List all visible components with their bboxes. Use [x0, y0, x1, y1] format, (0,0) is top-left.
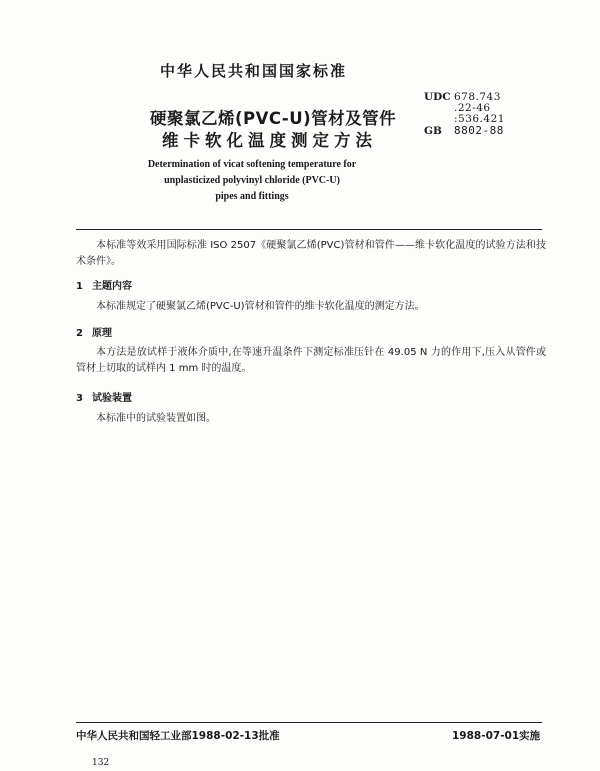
footer-divider: [76, 722, 542, 723]
section-2-text: 本方法是放试样于液体介质中,在等速升温条件下测定标准压针在 49.05 N 力的作用下,压入从管件或管材上切取的试样内 1 mm 时的温度。: [76, 347, 546, 374]
section-3-title: 试验装置: [92, 393, 132, 404]
gb-label: GB: [424, 125, 442, 137]
section-3-number: 3: [76, 393, 83, 404]
english-title-line1: Determination of vicat softening temperature for: [147, 159, 357, 170]
english-title-line2: unplasticized polyvinyl chloride (PVC-U): [164, 175, 340, 186]
section-1-number: 1: [76, 281, 83, 292]
udc-code-line3: :536.421: [454, 113, 505, 125]
section-2-heading: [76, 324, 112, 339]
title-cn-line2: 维卡软化温度测定方法: [162, 131, 377, 150]
section-2-title: 原理: [92, 328, 112, 339]
title-cn-line1: 硬聚氯乙烯(PVC-U)管材及管件: [150, 109, 397, 128]
intro-paragraph: 本标准等效采用国际标准 ISO 2507《硬聚氯乙烯(PVC)管材和管件——维卡软化温度的试验方法和技术条件》。: [76, 240, 546, 267]
approval-statement: 中华人民共和国轻工业部1988-02-13批准: [76, 730, 280, 742]
gb-code: 8802-88: [454, 124, 504, 137]
section-3-heading: [76, 389, 132, 404]
section-2-number: 2: [76, 328, 83, 339]
header-divider: [76, 229, 542, 230]
english-title-line3: pipes and fittings: [215, 191, 289, 202]
section-3-text: 本标准中的试验装置如图。: [96, 413, 216, 424]
udc-label: UDC: [424, 91, 451, 103]
gb-code-row: [424, 125, 505, 137]
section-1-text: 本标准规定了硬聚氯乙烯(PVC-U)管材和管件的维卡软化温度的测定方法。: [96, 301, 425, 312]
udc-code-line1: 678.743: [454, 91, 501, 103]
section-1-heading: [76, 277, 132, 292]
national-standard-header: 中华人民共和国国家标准: [160, 62, 348, 80]
effective-date: 1988-07-01实施: [452, 730, 541, 742]
udc-code-line2: .22-46: [454, 102, 491, 114]
english-title: [140, 157, 364, 205]
section-1-title: 主题内容: [92, 281, 132, 292]
page-number: 132: [92, 758, 110, 768]
classification-codes: [424, 92, 505, 137]
